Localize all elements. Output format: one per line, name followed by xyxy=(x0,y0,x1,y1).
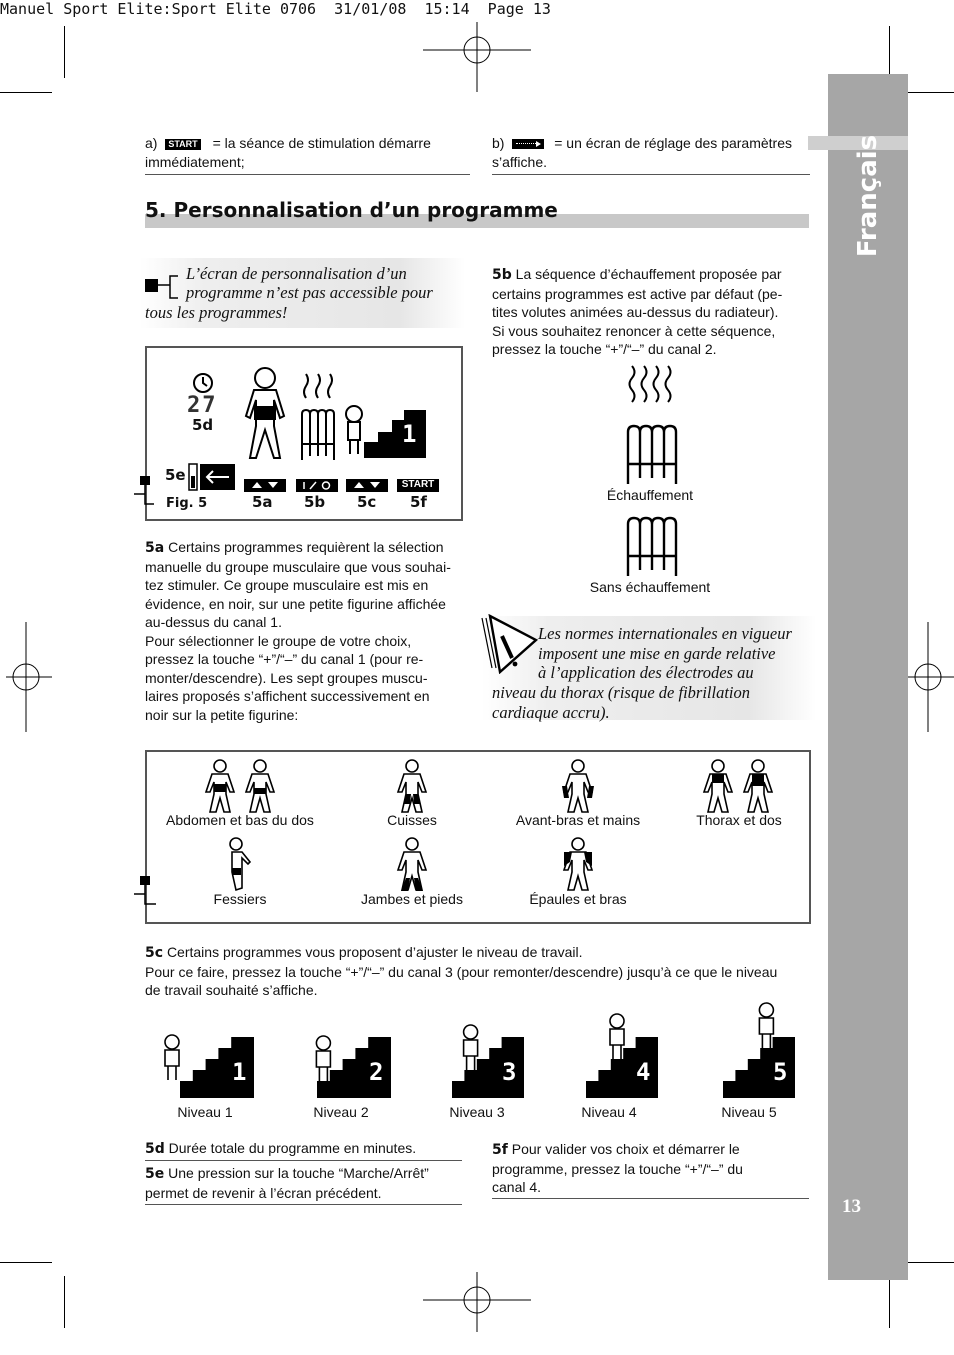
label-5c: 5c xyxy=(357,493,377,511)
warning-line: cardiaque accru). xyxy=(492,703,610,722)
level-label: Niveau 4 xyxy=(581,1104,637,1120)
muscle-group-label: Thorax et dos xyxy=(696,812,782,828)
page-number: 13 xyxy=(842,1196,861,1217)
text-line: tites volutes animées au-dessus du radiateur). xyxy=(492,304,779,320)
text-line: manuelle du groupe musculaire que vous souhai- xyxy=(145,558,451,575)
note-line: tous les programmes! xyxy=(145,303,288,322)
level-label: Niveau 1 xyxy=(177,1104,233,1120)
text-line: programme, pressez la touche “+”/“–” du xyxy=(492,1160,743,1177)
no-warmup-heater-icon xyxy=(624,514,678,578)
note-line: L’écran de personnalisation d’un xyxy=(186,264,407,283)
level-number: 4 xyxy=(636,1058,651,1086)
registration-mark-icon xyxy=(423,22,531,92)
text-line: évidence, en noir, sur une petite figurine affichée xyxy=(145,595,446,612)
text-line: pressez la touche “+”/“–” du canal 1 (pour re- xyxy=(145,651,424,667)
tag-5f: 5f xyxy=(492,1142,508,1158)
divider xyxy=(492,1198,809,1199)
text-line: noir sur la petite figurine: xyxy=(145,706,299,723)
chest-figure-icon xyxy=(702,758,776,814)
crop-mark xyxy=(0,1262,52,1263)
language-tab xyxy=(828,130,908,270)
paragraph-5b xyxy=(492,265,812,359)
text-line: Une pression sur la touche “Marche/Arrêt” xyxy=(168,1165,429,1181)
language-label: Français xyxy=(853,134,883,258)
no-warmup-label: Sans échauffement xyxy=(589,579,711,595)
muscle-group-label: Cuisses xyxy=(387,812,437,828)
tag-5a: 5a xyxy=(145,540,165,556)
note-a xyxy=(145,134,470,171)
on-off-key-icon xyxy=(296,479,338,492)
label-5b: 5b xyxy=(304,493,326,511)
note-b-text-2: s’affiche. xyxy=(492,153,547,170)
crop-mark xyxy=(64,1276,65,1328)
tag-5e: 5e xyxy=(145,1166,165,1182)
level-label: Niveau 5 xyxy=(721,1104,777,1120)
muscle-group-label: Fessiers xyxy=(213,891,267,907)
plus-minus-key-icon xyxy=(244,479,286,492)
registration-mark-icon xyxy=(423,1272,531,1332)
warning-line: Les normes internationales en vigueur xyxy=(538,624,792,643)
start-key-icon: START xyxy=(397,479,439,492)
text-line: pressez la touche “+”/“–” du canal 2. xyxy=(492,341,717,357)
start-key-icon: START xyxy=(165,139,200,150)
figure-flag-icon xyxy=(134,870,158,910)
label-5a: 5a xyxy=(252,493,273,511)
shoulders-figure-icon xyxy=(560,836,596,892)
crop-mark xyxy=(889,1276,890,1328)
paragraph-5e xyxy=(145,1164,465,1202)
warmup-label: Échauffement xyxy=(606,487,694,503)
tag-5c: 5c xyxy=(145,945,164,961)
warning-line: niveau du thorax (risque de fibrillation xyxy=(492,683,751,702)
crop-mark xyxy=(0,92,52,93)
forearm-figure-icon xyxy=(560,758,596,814)
text-line: Durée totale du programme en minutes. xyxy=(168,1140,417,1156)
label-5e: 5e xyxy=(165,466,186,484)
plus-minus-key-icon xyxy=(346,479,388,492)
registration-mark-icon xyxy=(902,622,954,732)
note-b xyxy=(492,134,810,171)
figure-caption: Fig. 5 xyxy=(166,496,208,511)
note-a-label: a) xyxy=(145,135,158,151)
label-5f: 5f xyxy=(410,493,427,511)
level-value: 1 xyxy=(402,420,417,448)
text-line: au-dessus du canal 1. xyxy=(145,614,282,630)
text-line: Pour ce faire, pressez la touche “+”/“–” du canal 3 (pour remonter/descendre) jusqu’à ce que le niveau xyxy=(145,963,778,980)
thigh-figure-icon xyxy=(394,758,430,814)
paragraph-5f xyxy=(492,1140,812,1197)
paragraph-5a xyxy=(145,538,465,724)
muscle-group-label: Jambes et pieds xyxy=(361,891,463,907)
level-label: Niveau 3 xyxy=(449,1104,505,1120)
divider xyxy=(145,1204,462,1205)
text-line: certains programmes est active par défaut (pe- xyxy=(492,285,783,302)
divider xyxy=(145,174,470,175)
abdomen-figure-icon xyxy=(204,758,278,814)
clock-icon xyxy=(192,372,214,394)
label-5d: 5d xyxy=(192,416,214,434)
muscle-group-label: Abdomen et bas du dos xyxy=(166,812,314,828)
tag-5b: 5b xyxy=(492,267,512,283)
text-line: laires proposés s’affichent successivement en xyxy=(145,688,430,704)
body-figure-icon xyxy=(234,366,296,462)
divider xyxy=(145,1160,462,1161)
text-line: monter/descendre). Les sept groupes muscu- xyxy=(145,669,428,686)
warning-triangle-icon xyxy=(478,614,538,674)
note-a-text: = la séance de stimulation démarre xyxy=(212,135,431,151)
note-flag-icon xyxy=(144,272,188,300)
section-title: 5. Personnalisation d’un programme xyxy=(145,198,558,222)
text-line: Certains programmes requièrent la sélection xyxy=(168,539,444,555)
paragraph-5c xyxy=(145,943,810,1000)
text-line: Certains programmes vous proposent d’ajuster le niveau de travail. xyxy=(166,944,583,960)
text-line: La séquence d’échauffement proposée par xyxy=(515,266,782,282)
paragraph-5d xyxy=(145,1139,465,1159)
text-line: Pour sélectionner le groupe de votre choix, xyxy=(145,632,412,649)
level-number: 1 xyxy=(232,1058,247,1086)
registration-mark-icon xyxy=(6,622,52,732)
crop-mark xyxy=(902,92,954,93)
note-b-text: = un écran de réglage des paramètres xyxy=(554,135,792,151)
note-line: programme n’est pas accessible pour xyxy=(186,283,433,302)
muscle-group-label: Épaules et bras xyxy=(529,891,627,907)
note-b-label: b) xyxy=(492,135,505,151)
warmup-heater-icon xyxy=(624,364,678,486)
warning-line: à l’application des électrodes au xyxy=(538,663,754,682)
crop-mark xyxy=(902,1262,954,1263)
text-line: canal 4. xyxy=(492,1179,542,1195)
legs-figure-icon xyxy=(394,836,430,892)
print-header: Manuel Sport Elite:Sport Elite 0706 31/01/08 15:14 Page 13 xyxy=(0,0,551,18)
text-line: permet de revenir à l’écran précédent. xyxy=(145,1184,382,1201)
settings-key-icon xyxy=(512,139,544,149)
text-line: Pour valider vos choix et démarrer le xyxy=(511,1141,740,1157)
level-number: 5 xyxy=(773,1058,788,1086)
level-number: 2 xyxy=(369,1058,384,1086)
level-number: 3 xyxy=(502,1058,517,1086)
tag-5d: 5d xyxy=(145,1141,165,1157)
crop-mark xyxy=(889,26,890,78)
warning-line: imposent une mise en garde relative xyxy=(538,644,776,663)
back-arrow-icon xyxy=(187,462,237,492)
text-line: de travail souhaité s’affiche. xyxy=(145,982,318,998)
crop-mark xyxy=(64,26,65,78)
glutes-figure-icon xyxy=(226,836,254,892)
note-a-text-2: immédiatement; xyxy=(145,153,245,170)
divider xyxy=(492,174,810,175)
text-line: tez stimuler. Ce groupe musculaire est mis en xyxy=(145,577,429,593)
muscle-group-label: Avant-bras et mains xyxy=(515,812,641,828)
warmup-heater-icon xyxy=(298,372,338,462)
figure-flag-icon xyxy=(134,470,154,506)
level-label: Niveau 2 xyxy=(313,1104,369,1120)
time-value: 27 xyxy=(187,393,218,418)
text-line: Si vous souhaitez renoncer à cette séquence, xyxy=(492,322,776,339)
